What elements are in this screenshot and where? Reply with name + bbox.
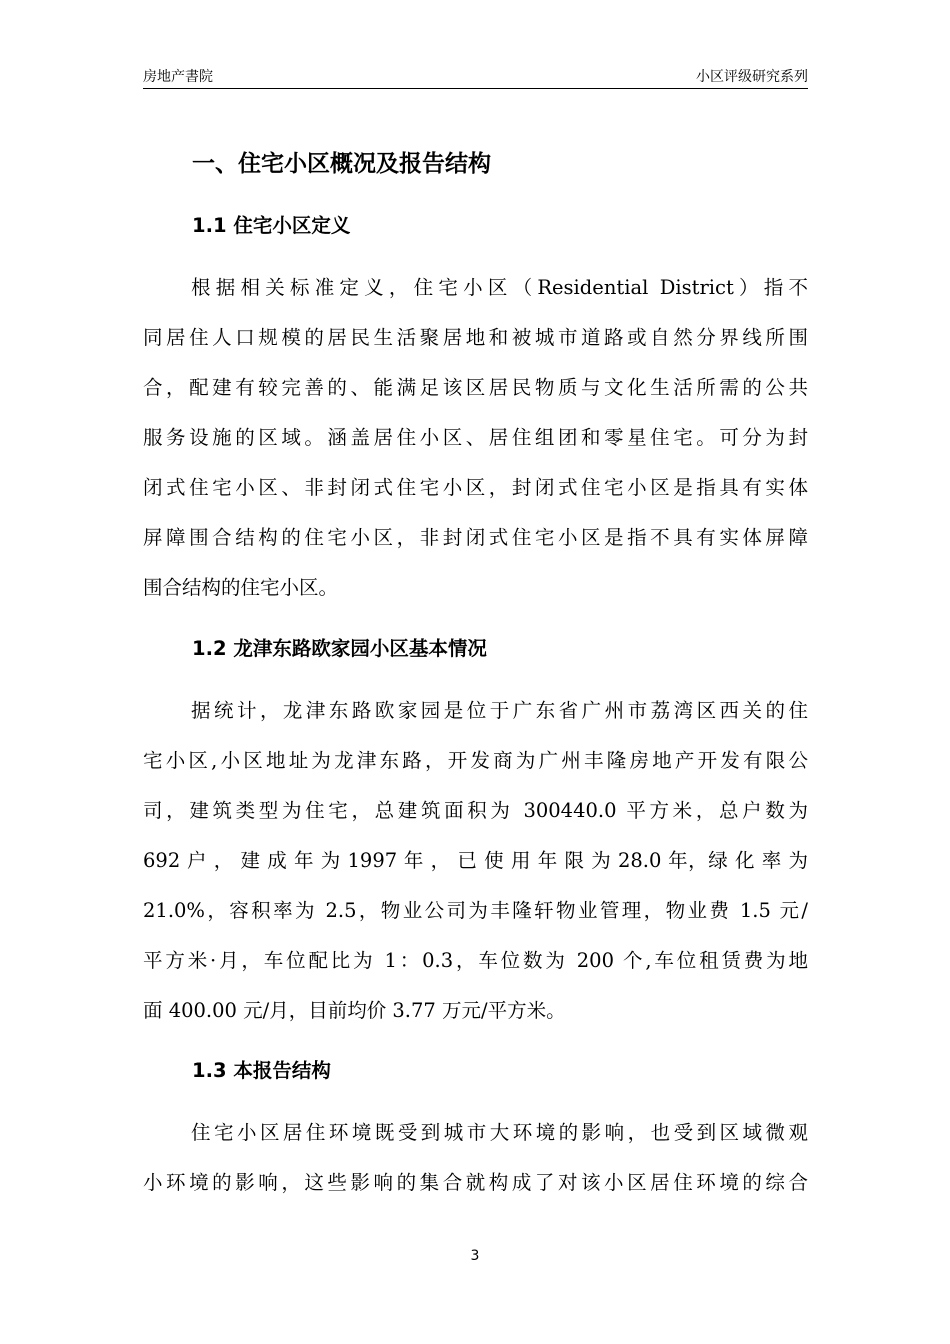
paragraph-line: 合，配建有较完善的、能满足该区居民物质与文化生活所需的公共	[143, 376, 808, 399]
paragraph-line: 面 400.00 元/月，目前均价 3.77 万元/平方米。	[143, 999, 566, 1022]
paragraph-line: 服务设施的区域。涵盖居住小区、居住组团和零星住宅。可分为封	[143, 426, 808, 449]
header-divider	[143, 88, 808, 89]
paragraph-line: 屏障围合结构的住宅小区，非封闭式住宅小区是指不具有实体屏障	[143, 526, 808, 549]
section-1-3-heading: 1.3 本报告结构	[192, 1059, 331, 1082]
paragraph-line: 司，建筑类型为住宅，总建筑面积为 300440.0 平方米，总户数为	[143, 799, 808, 822]
section-1-3-paragraph	[143, 1108, 808, 1208]
paragraph-line: 根据相关标准定义，住宅小区（Residential District）指不	[191, 276, 808, 299]
paragraph-line: 21.0%，容积率为 2.5，物业公司为丰隆轩物业管理，物业费 1.5 元/	[143, 899, 808, 922]
section-1-heading: 一、住宅小区概况及报告结构	[192, 151, 491, 177]
paragraph-line: 宅小区,小区地址为龙津东路，开发商为广州丰隆房地产开发有限公	[143, 749, 808, 772]
section-1-2-paragraph	[143, 686, 808, 1036]
paragraph-line: 住宅小区居住环境既受到城市大环境的影响，也受到区域微观	[191, 1121, 808, 1144]
header-series-title: 小区评级研究系列	[696, 69, 808, 85]
header-publisher: 房地产書院	[143, 69, 213, 85]
paragraph-line: 闭式住宅小区、非封闭式住宅小区，封闭式住宅小区是指具有实体	[143, 476, 808, 499]
section-1-2-heading: 1.2 龙津东路欧家园小区基本情况	[192, 637, 487, 660]
paragraph-line: 同居住人口规模的居民生活聚居地和被城市道路或自然分界线所围	[143, 326, 808, 349]
paragraph-line: 692 户 ， 建 成 年 为 1997 年 ， 已 使 用 年 限 为 28.0 年，绿 化 率 为	[143, 849, 808, 872]
paragraph-line: 小环境的影响，这些影响的集合就构成了对该小区居住环境的综合	[143, 1171, 808, 1194]
section-1-1-heading: 1.1 住宅小区定义	[192, 214, 351, 237]
paragraph-line: 平方米·月，车位配比为 1：0.3，车位数为 200 个,车位租赁费为地	[143, 949, 808, 972]
section-1-1-paragraph	[143, 263, 808, 613]
paragraph-line: 据统计，龙津东路欧家园是位于广东省广州市荔湾区西关的住	[191, 699, 808, 722]
page-header	[143, 66, 808, 88]
page-number: 3	[470, 1248, 480, 1264]
paragraph-line: 围合结构的住宅小区。	[143, 576, 339, 599]
